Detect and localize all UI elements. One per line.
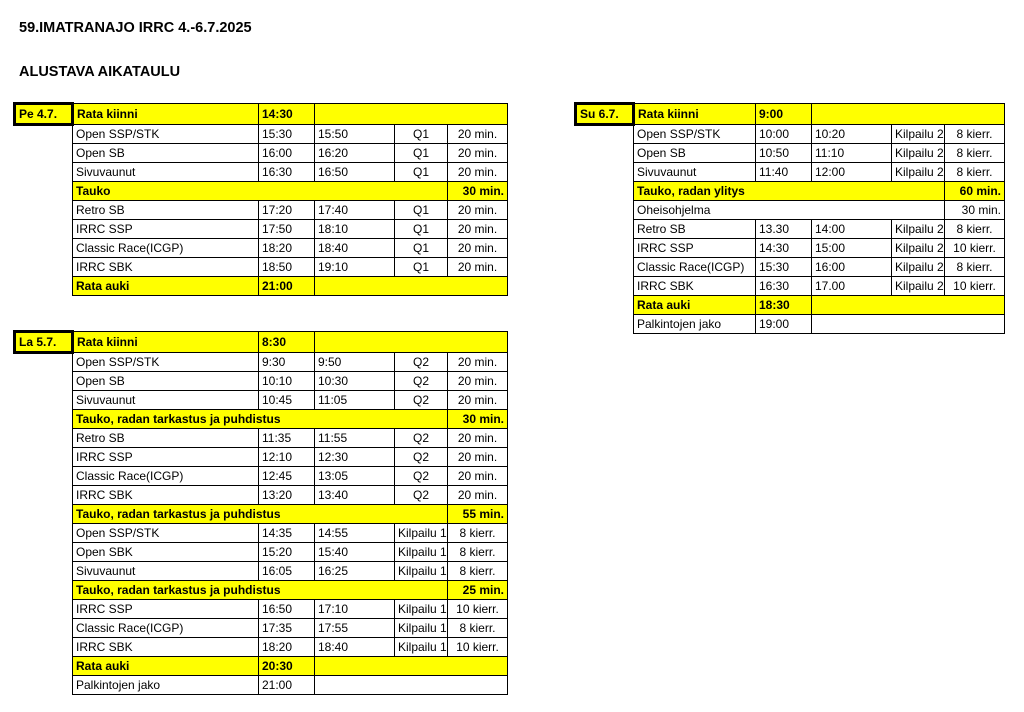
row-name: Rata kiinni	[634, 104, 756, 125]
schedule-row	[15, 201, 508, 220]
session: Kilpailu 1	[395, 562, 448, 581]
schedule-row	[15, 182, 508, 201]
start-time: 16:30	[259, 163, 315, 182]
end-time: 17:40	[315, 201, 395, 220]
blank-cell	[812, 315, 1005, 334]
spacer-cell	[15, 581, 73, 600]
spacer-cell	[576, 144, 634, 163]
start-time: 17:20	[259, 201, 315, 220]
session: Q2	[395, 486, 448, 505]
schedule-row	[15, 524, 508, 543]
schedule-row	[576, 296, 1005, 315]
session: Q2	[395, 448, 448, 467]
spacer-cell	[15, 467, 73, 486]
class-name: Sivuvaunut	[73, 562, 259, 581]
row-time: 9:00	[756, 104, 812, 125]
start-time: 16:50	[259, 600, 315, 619]
spacer-cell	[576, 315, 634, 334]
schedule-row	[576, 258, 1005, 277]
end-time: 19:10	[315, 258, 395, 277]
class-name: Open SSP/STK	[73, 524, 259, 543]
class-name: Open SBK	[73, 543, 259, 562]
spacer-cell	[15, 448, 73, 467]
duration: 8 kierr.	[448, 543, 508, 562]
class-name: Retro SB	[73, 201, 259, 220]
break-duration: 55 min.	[448, 505, 508, 524]
class-name: Sivuvaunut	[73, 163, 259, 182]
spacer-cell	[15, 144, 73, 163]
session: Kilpailu 1	[395, 543, 448, 562]
class-name: IRRC SBK	[73, 258, 259, 277]
schedule-row	[576, 104, 1005, 125]
spacer-cell	[15, 676, 73, 695]
session: Kilpailu 2	[892, 239, 945, 258]
class-name: IRRC SBK	[634, 277, 756, 296]
schedule-row	[15, 277, 508, 296]
end-time: 17:55	[315, 619, 395, 638]
session: Kilpailu 1	[395, 638, 448, 657]
schedule-row	[15, 258, 508, 277]
session: Q1	[395, 258, 448, 277]
break-label: Tauko, radan ylitys	[634, 182, 945, 201]
class-name: Open SB	[73, 144, 259, 163]
duration: 20 min.	[448, 448, 508, 467]
spacer-cell	[576, 220, 634, 239]
end-time: 10:20	[812, 125, 892, 144]
blank-cell	[315, 277, 508, 296]
duration: 8 kierr.	[945, 144, 1005, 163]
duration: 8 kierr.	[448, 619, 508, 638]
end-time: 16:20	[315, 144, 395, 163]
duration: 8 kierr.	[448, 524, 508, 543]
duration: 20 min.	[448, 486, 508, 505]
duration: 8 kierr.	[448, 562, 508, 581]
session: Kilpailu 2	[892, 125, 945, 144]
class-name: Open SB	[73, 372, 259, 391]
break-label: Tauko, radan tarkastus ja puhdistus	[73, 581, 448, 600]
end-time: 16:00	[812, 258, 892, 277]
schedule-row	[15, 676, 508, 695]
blank-cell	[315, 676, 508, 695]
class-name: Classic Race(ICGP)	[634, 258, 756, 277]
start-time: 15:20	[259, 543, 315, 562]
schedule-row	[576, 315, 1005, 334]
spacer-cell	[15, 600, 73, 619]
class-name: Open SSP/STK	[73, 353, 259, 372]
duration: 20 min.	[448, 163, 508, 182]
spacer-cell	[15, 619, 73, 638]
spacer-cell	[15, 543, 73, 562]
spacer-cell	[576, 258, 634, 277]
schedule-row	[15, 638, 508, 657]
duration: 20 min.	[448, 372, 508, 391]
end-time: 17:10	[315, 600, 395, 619]
row-name: Rata kiinni	[73, 332, 259, 353]
session: Q2	[395, 353, 448, 372]
schedule-row	[15, 448, 508, 467]
schedule-row	[576, 163, 1005, 182]
schedule-row	[15, 657, 508, 676]
duration: 10 kierr.	[448, 600, 508, 619]
class-name: Retro SB	[634, 220, 756, 239]
friday-schedule	[13, 102, 508, 296]
end-time: 11:10	[812, 144, 892, 163]
session: Kilpailu 2	[892, 163, 945, 182]
start-time: 10:50	[756, 144, 812, 163]
day-label: Su 6.7.	[576, 104, 634, 125]
schedule-row	[15, 332, 508, 353]
start-time: 14:30	[756, 239, 812, 258]
start-time: 10:10	[259, 372, 315, 391]
spacer-cell	[576, 277, 634, 296]
end-time: 14:00	[812, 220, 892, 239]
sunday-table	[574, 102, 1005, 334]
start-time: 10:45	[259, 391, 315, 410]
end-time: 10:30	[315, 372, 395, 391]
class-name: Open SSP/STK	[634, 125, 756, 144]
saturday-schedule	[13, 330, 508, 695]
spacer-cell	[15, 220, 73, 239]
end-time: 18:40	[315, 638, 395, 657]
blank-cell	[812, 296, 1005, 315]
class-name: IRRC SBK	[73, 486, 259, 505]
duration: 20 min.	[448, 391, 508, 410]
schedule-row	[15, 505, 508, 524]
end-time: 14:55	[315, 524, 395, 543]
start-time: 15:30	[259, 125, 315, 144]
session: Q1	[395, 239, 448, 258]
row-name: Palkintojen jako	[634, 315, 756, 334]
session: Kilpailu 1	[395, 524, 448, 543]
page-subtitle: ALUSTAVA AIKATAULU	[19, 64, 181, 80]
spacer-cell	[15, 163, 73, 182]
break-label: Tauko	[73, 182, 448, 201]
schedule-row	[576, 182, 1005, 201]
break-duration: 25 min.	[448, 581, 508, 600]
schedule-row	[15, 353, 508, 372]
start-time: 18:20	[259, 638, 315, 657]
page-title: 59.IMATRANAJO IRRC 4.-6.7.2025	[19, 20, 252, 36]
session: Q2	[395, 372, 448, 391]
duration: 10 kierr.	[945, 239, 1005, 258]
spacer-cell	[15, 524, 73, 543]
blank-cell	[315, 332, 508, 353]
end-time: 12:30	[315, 448, 395, 467]
break-duration: 30 min.	[448, 182, 508, 201]
schedule-row	[576, 220, 1005, 239]
spacer-cell	[15, 486, 73, 505]
end-time: 17.00	[812, 277, 892, 296]
start-time: 9:30	[259, 353, 315, 372]
end-time: 18:40	[315, 239, 395, 258]
spacer-cell	[576, 201, 634, 220]
row-duration: 30 min.	[945, 201, 1005, 220]
session: Kilpailu 2	[892, 277, 945, 296]
schedule-row	[15, 220, 508, 239]
row-time: 21:00	[259, 277, 315, 296]
row-time: 21:00	[259, 676, 315, 695]
saturday-table	[13, 330, 508, 695]
spacer-cell	[15, 638, 73, 657]
duration: 20 min.	[448, 258, 508, 277]
duration: 20 min.	[448, 201, 508, 220]
session: Kilpailu 1	[395, 619, 448, 638]
schedule-row	[15, 600, 508, 619]
schedule-row	[15, 486, 508, 505]
session: Q1	[395, 163, 448, 182]
start-time: 13.30	[756, 220, 812, 239]
spacer-cell	[15, 182, 73, 201]
duration: 20 min.	[448, 125, 508, 144]
duration: 20 min.	[448, 220, 508, 239]
row-time: 19:00	[756, 315, 812, 334]
class-name: IRRC SSP	[73, 448, 259, 467]
row-name: Rata kiinni	[73, 104, 259, 125]
end-time: 9:50	[315, 353, 395, 372]
spacer-cell	[15, 372, 73, 391]
start-time: 16:30	[756, 277, 812, 296]
session: Q1	[395, 201, 448, 220]
session: Q1	[395, 220, 448, 239]
duration: 8 kierr.	[945, 258, 1005, 277]
session: Kilpailu 2	[892, 144, 945, 163]
spacer-cell	[15, 277, 73, 296]
spacer-cell	[15, 239, 73, 258]
duration: 20 min.	[448, 353, 508, 372]
spacer-cell	[15, 125, 73, 144]
schedule-row	[15, 467, 508, 486]
start-time: 12:10	[259, 448, 315, 467]
spacer-cell	[576, 296, 634, 315]
spacer-cell	[15, 657, 73, 676]
start-time: 15:30	[756, 258, 812, 277]
spacer-cell	[15, 410, 73, 429]
end-time: 15:40	[315, 543, 395, 562]
start-time: 10:00	[756, 125, 812, 144]
end-time: 12:00	[812, 163, 892, 182]
row-name: Rata auki	[73, 277, 259, 296]
end-time: 18:10	[315, 220, 395, 239]
schedule-row	[15, 144, 508, 163]
session: Q1	[395, 125, 448, 144]
schedule-row	[15, 543, 508, 562]
session: Q1	[395, 144, 448, 163]
start-time: 11:40	[756, 163, 812, 182]
start-time: 12:45	[259, 467, 315, 486]
schedule-row	[576, 144, 1005, 163]
schedule-row	[15, 410, 508, 429]
schedule-row	[576, 201, 1005, 220]
schedule-row	[15, 581, 508, 600]
schedule-row	[15, 562, 508, 581]
end-time: 16:25	[315, 562, 395, 581]
break-label: Tauko, radan tarkastus ja puhdistus	[73, 410, 448, 429]
class-name: IRRC SSP	[634, 239, 756, 258]
row-time: 20:30	[259, 657, 315, 676]
class-name: Classic Race(ICGP)	[73, 467, 259, 486]
session: Kilpailu 1	[395, 600, 448, 619]
schedule-row	[576, 277, 1005, 296]
start-time: 14:35	[259, 524, 315, 543]
start-time: 17:35	[259, 619, 315, 638]
row-name: Rata auki	[634, 296, 756, 315]
schedule-row	[15, 104, 508, 125]
row-time: 8:30	[259, 332, 315, 353]
class-name: IRRC SBK	[73, 638, 259, 657]
class-name: Sivuvaunut	[634, 163, 756, 182]
blank-cell	[812, 104, 1005, 125]
blank-cell	[315, 104, 508, 125]
start-time: 18:50	[259, 258, 315, 277]
day-label: La 5.7.	[15, 332, 73, 353]
duration: 8 kierr.	[945, 220, 1005, 239]
schedule-row	[576, 125, 1005, 144]
row-name: Rata auki	[73, 657, 259, 676]
spacer-cell	[15, 201, 73, 220]
start-time: 11:35	[259, 429, 315, 448]
start-time: 17:50	[259, 220, 315, 239]
spacer-cell	[15, 258, 73, 277]
session: Kilpailu 2	[892, 258, 945, 277]
duration: 20 min.	[448, 429, 508, 448]
break-label: Tauko, radan tarkastus ja puhdistus	[73, 505, 448, 524]
class-name: Classic Race(ICGP)	[73, 619, 259, 638]
schedule-row	[15, 163, 508, 182]
end-time: 16:50	[315, 163, 395, 182]
start-time: 16:05	[259, 562, 315, 581]
duration: 10 kierr.	[945, 277, 1005, 296]
break-duration: 30 min.	[448, 410, 508, 429]
class-name: IRRC SSP	[73, 220, 259, 239]
end-time: 11:05	[315, 391, 395, 410]
row-time: 18:30	[756, 296, 812, 315]
schedule-row	[15, 239, 508, 258]
blank-cell	[315, 657, 508, 676]
session: Q2	[395, 429, 448, 448]
schedule-row	[15, 619, 508, 638]
session: Kilpailu 2	[892, 220, 945, 239]
spacer-cell	[15, 429, 73, 448]
spacer-cell	[576, 182, 634, 201]
duration: 8 kierr.	[945, 163, 1005, 182]
duration: 20 min.	[448, 239, 508, 258]
row-name: Oheisohjelma	[634, 201, 945, 220]
sunday-schedule	[574, 102, 1005, 334]
schedule-row	[15, 391, 508, 410]
day-label: Pe 4.7.	[15, 104, 73, 125]
schedule-row	[15, 372, 508, 391]
spacer-cell	[15, 391, 73, 410]
duration: 20 min.	[448, 144, 508, 163]
start-time: 13:20	[259, 486, 315, 505]
duration: 20 min.	[448, 467, 508, 486]
schedule-row	[15, 429, 508, 448]
end-time: 11:55	[315, 429, 395, 448]
spacer-cell	[576, 163, 634, 182]
duration: 10 kierr.	[448, 638, 508, 657]
spacer-cell	[576, 125, 634, 144]
friday-table	[13, 102, 508, 296]
row-name: Palkintojen jako	[73, 676, 259, 695]
session: Q2	[395, 391, 448, 410]
session: Q2	[395, 467, 448, 486]
class-name: Open SSP/STK	[73, 125, 259, 144]
spacer-cell	[15, 505, 73, 524]
spacer-cell	[576, 239, 634, 258]
class-name: IRRC SSP	[73, 600, 259, 619]
break-duration: 60 min.	[945, 182, 1005, 201]
end-time: 13:40	[315, 486, 395, 505]
spacer-cell	[15, 353, 73, 372]
end-time: 13:05	[315, 467, 395, 486]
schedule-row	[15, 125, 508, 144]
class-name: Classic Race(ICGP)	[73, 239, 259, 258]
duration: 8 kierr.	[945, 125, 1005, 144]
class-name: Retro SB	[73, 429, 259, 448]
spacer-cell	[15, 562, 73, 581]
end-time: 15:00	[812, 239, 892, 258]
start-time: 18:20	[259, 239, 315, 258]
class-name: Sivuvaunut	[73, 391, 259, 410]
start-time: 16:00	[259, 144, 315, 163]
class-name: Open SB	[634, 144, 756, 163]
row-time: 14:30	[259, 104, 315, 125]
end-time: 15:50	[315, 125, 395, 144]
schedule-row	[576, 239, 1005, 258]
